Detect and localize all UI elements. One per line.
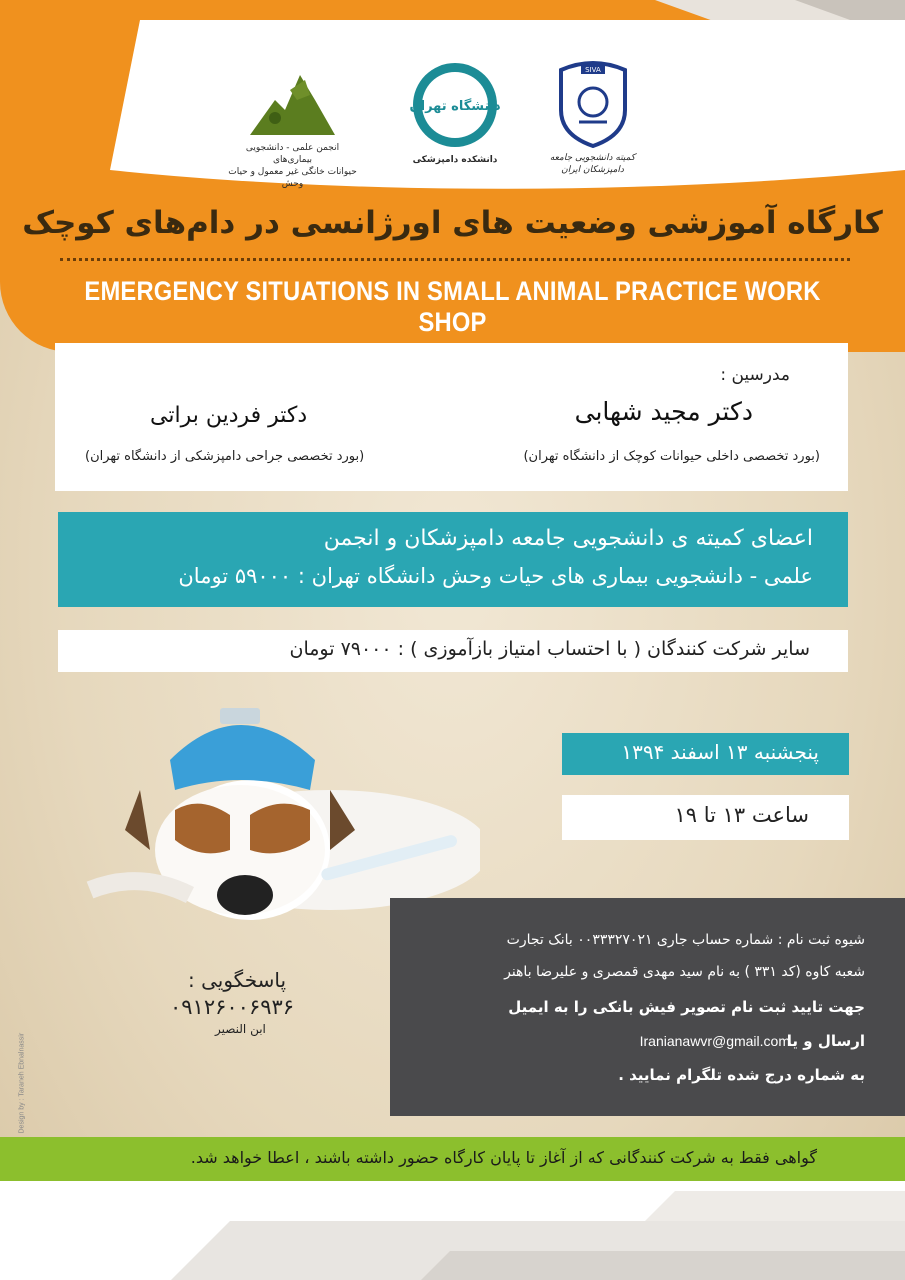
instructor-left-desc: (بورد تخصصی جراحی دامپزشکی از دانشگاه تهران) [85, 449, 365, 464]
university-seal-icon [410, 60, 500, 150]
contact-name: ابن النصیر [215, 1022, 266, 1036]
registration-line4-suffix: ارسال و یا [786, 1032, 865, 1050]
registration-line3: جهت تایید ثبت نام تصویر فیش بانکی را به ایمیل [508, 998, 865, 1016]
contact-phone: ۰۹۱۲۶۰۰۶۹۳۶ [170, 995, 295, 1019]
others-fee-box [58, 630, 848, 672]
registration-line5: به شماره درج شده تلگرام نمایید . [618, 1066, 865, 1084]
time-text: ساعت ۱۳ تا ۱۹ [674, 803, 809, 827]
instructor-left-name: دکتر فردین براتی [150, 403, 308, 428]
others-fee-text: سایر شرکت کنندگان ( با احتساب امتیاز بازآموزی ) : ۷۹۰۰۰ تومان [289, 638, 810, 660]
university-logo [400, 60, 510, 166]
contact-heading: پاسخگویی : [188, 968, 287, 992]
registration-box [390, 898, 905, 1116]
association-caption: انجمن علمی - دانشجویی بیماری‌های حیوانات خانگی غیر معمول و حیات وحش [228, 143, 357, 189]
title-persian: کارگاه آموزشی وضعیت های اورژانسی در دام‌های کوچک [22, 205, 883, 241]
instructor-right-name: دکتر مجید شهابی [574, 397, 753, 426]
mountain-logo-icon [245, 70, 340, 138]
siva-shield-icon [553, 60, 633, 148]
instructors-heading: مدرسین : [720, 365, 790, 385]
siva-caption: کمیته دانشجویی جامعه دامپزشکان ایران [549, 153, 636, 175]
design-credit: Design by : Taraneh Ebnalnassir [18, 1032, 26, 1134]
title-divider [60, 258, 850, 261]
instructor-right-desc: (بورد تخصصی داخلی حیوانات کوچک از دانشگاه تهران) [523, 449, 820, 464]
title-english: EMERGENCY SITUATIONS IN SMALL ANIMAL PRACTICE WORK SHOP [84, 276, 821, 337]
association-logo [225, 70, 360, 190]
registration-line1: شیوه ثبت نام : شماره حساب جاری ۰۰۳۳۳۲۷۰۲۱ بانک تجارت [506, 932, 865, 948]
date-box [562, 733, 849, 775]
members-fee-box [58, 512, 848, 607]
registration-email[interactable]: Iranianawvr@gmail.com [639, 1033, 790, 1049]
registration-line2: شعبه کاوه (کد ۳۳۱ ) به نام سید مهدی قمصری و علیرضا باهنر [504, 964, 865, 980]
members-fee-line1: اعضای کمیته ی دانشجویی جامعه دامپزشکان و انجمن [323, 526, 813, 551]
certificate-text: گواهی فقط به شرکت کنندگانی که از آغاز تا پایان کارگاه حضور داشته باشند ، اعطا خواهد شد. [190, 1148, 817, 1167]
date-text: پنجشنبه ۱۳ اسفند ۱۳۹۴ [621, 740, 819, 764]
instructors-card [55, 343, 848, 491]
members-fee-line2: علمی - دانشجویی بیماری های حیات وحش دانشگاه تهران : ۵۹۰۰۰ تومان [178, 564, 813, 588]
faculty-caption: دانشکده دامپزشکی [412, 155, 498, 165]
university-seal-text: دانشگاه تهران [410, 99, 500, 114]
siva-badge-text: SIVA [584, 66, 601, 74]
bottom-decoration [0, 1181, 905, 1280]
sick-dog-illustration [80, 700, 480, 930]
certificate-bar [0, 1137, 905, 1181]
time-box [562, 795, 849, 840]
siva-logo [535, 60, 650, 176]
